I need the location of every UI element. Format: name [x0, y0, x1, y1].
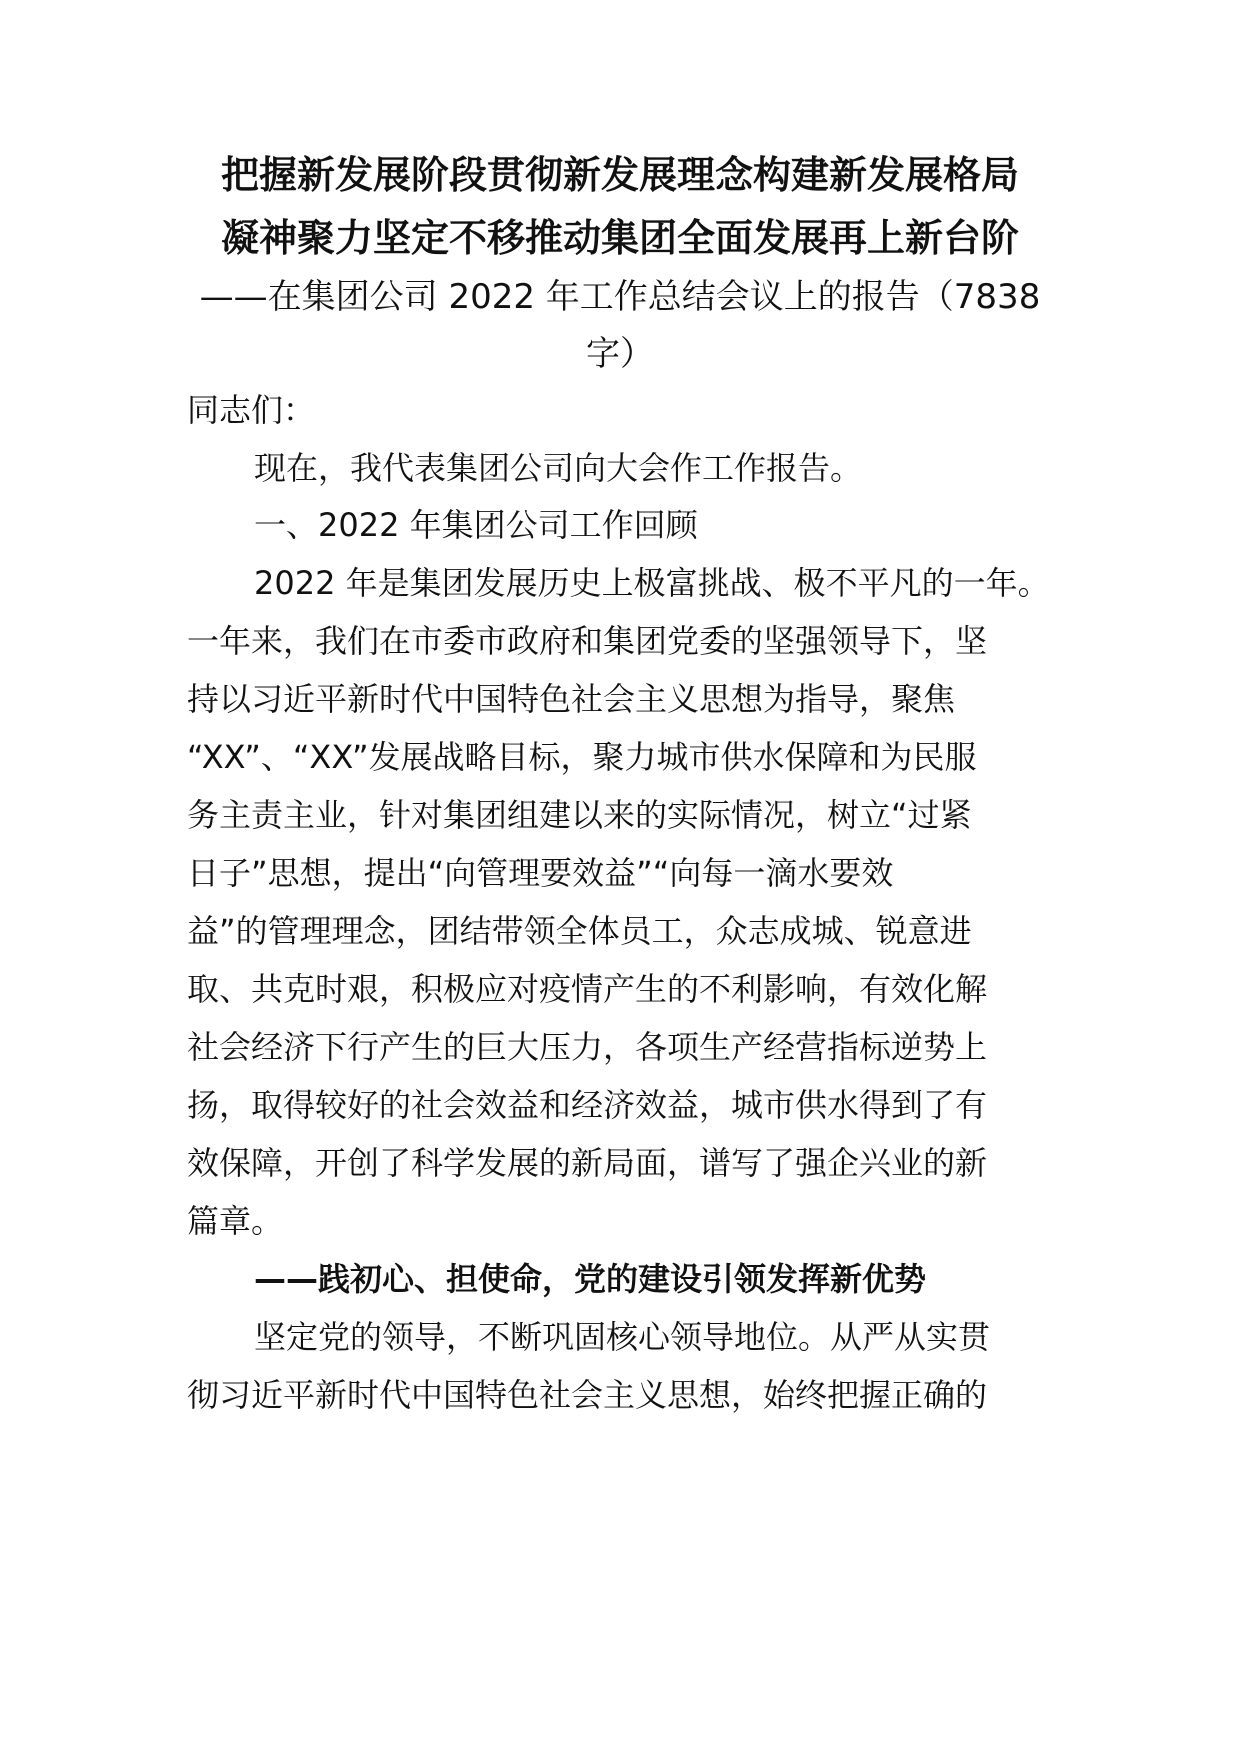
paragraph-line: 取、共克时艰，积极应对疫情产生的不利影响，有效化解	[187, 970, 988, 1008]
paragraph-line: 扬，取得较好的社会效益和经济效益，城市供水得到了有	[187, 1086, 988, 1124]
paragraph-line: 益”的管理理念，团结带领全体员工，众志成城、锐意进	[187, 912, 972, 950]
paragraph-line: 效保障，开创了科学发展的新局面，谱写了强企兴业的新	[187, 1144, 988, 1182]
paragraph-line: 彻习近平新时代中国特色社会主义思想，始终把握正确的	[187, 1376, 988, 1414]
paragraph-line: 篇章。	[187, 1202, 284, 1240]
paragraph-line: 坚定党的领导，不断巩固核心领导地位。从严从实贯	[254, 1318, 991, 1356]
paragraph-line: “XX”、“XX”发展战略目标，聚力城市供水保障和为民服	[187, 738, 977, 776]
paragraph-line: 持以习近平新时代中国特色社会主义思想为指导，聚焦	[187, 680, 956, 718]
paragraph-line: 日子”思想，提出“向管理要效益”“向每一滴水要效	[187, 854, 894, 892]
title-line-2: 凝神聚力坚定不移推动集团全面发展再上新台阶	[220, 216, 1019, 260]
paragraph-line: 务主责主业，针对集团组建以来的实际情况，树立“过紧	[187, 796, 972, 834]
subtitle-line-2: 字）	[586, 334, 654, 374]
subtitle-line-1: ——在集团公司 2022 年工作总结会议上的报告（7838	[199, 277, 1041, 317]
paragraph-line: 一年来，我们在市委市政府和集团党委的坚强领导下，坚	[187, 622, 988, 660]
subheading: ——践初心、担使命，党的建设引领发挥新优势	[254, 1260, 927, 1298]
paragraph-line: 社会经济下行产生的巨大压力，各项生产经营指标逆势上	[187, 1028, 988, 1066]
intro-paragraph: 现在，我代表集团公司向大会作工作报告。	[254, 449, 863, 487]
salutation: 同志们：	[187, 391, 316, 429]
paragraph-line: 2022 年是集团发展历史上极富挑战、极不平凡的一年。	[254, 564, 1050, 602]
section-heading: 一、2022 年集团公司工作回顾	[254, 506, 698, 544]
title-line-1: 把握新发展阶段贯彻新发展理念构建新发展格局	[220, 153, 1019, 197]
